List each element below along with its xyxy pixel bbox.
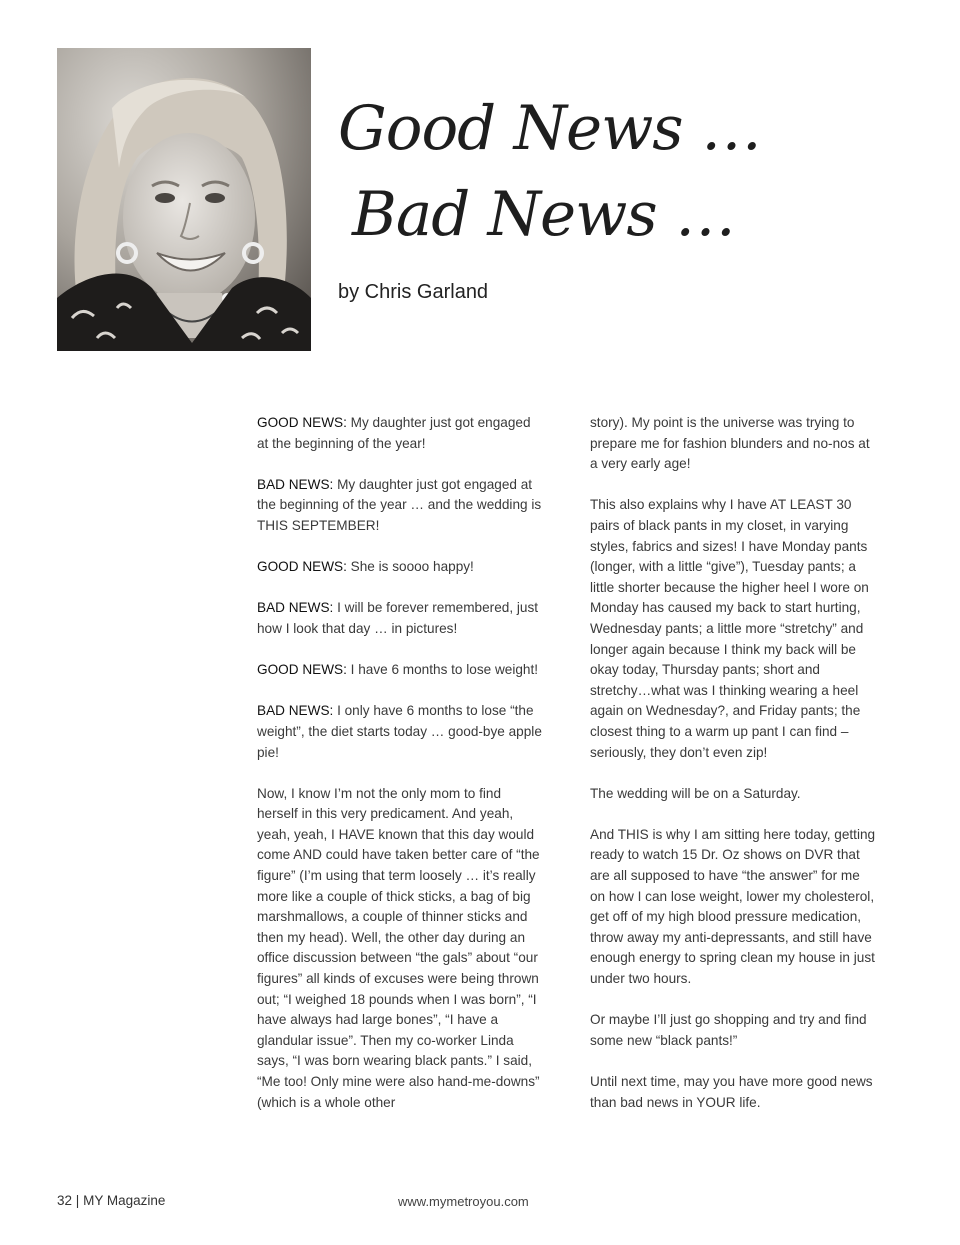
paragraph-lead: GOOD NEWS: xyxy=(257,662,347,678)
article-title xyxy=(338,86,761,258)
article-column-1 xyxy=(257,413,543,1134)
paragraph-lead: BAD NEWS: xyxy=(257,600,334,616)
paragraph xyxy=(257,701,543,763)
paragraph xyxy=(257,413,543,454)
byline: by Chris Garland xyxy=(338,281,489,303)
paragraph-text: I only have 6 months to lose “the weight”, the diet starts today … good-bye apple pie! xyxy=(257,703,542,760)
page-number: 32 xyxy=(57,1193,73,1208)
paragraph-text: My daughter just got engaged at the beginning of the year! xyxy=(257,415,531,451)
paragraph: And THIS is why I am sitting here today, getting ready to watch 15 Dr. Oz shows on DVR that are all supposed to have “the answer” for me on how I can lose weight, lower my cholesterol, get off of my high blood pressure medication, throw away my anti-depressants, and still have enough energy to spring clean my house in just under two hours. xyxy=(590,826,876,987)
paragraph-lead: BAD NEWS: xyxy=(257,476,334,492)
paragraph: Or maybe I’ll just go shopping and try and find some new “black pants!” xyxy=(590,1012,867,1048)
title-line-1: Good News … xyxy=(338,93,761,164)
paragraph xyxy=(257,475,543,537)
paragraph xyxy=(257,557,543,578)
paragraph: This also explains why I have AT LEAST 30 pairs of black pants in my closet, in varying styles, fabrics and sizes! I have Monday pants (longer, with a little “give”), Tuesday pants; a little shorter because the higher heel I wore on Monday has caused my back to start hurting, Wednesday pants; a little more “stretchy” and longer again because I think my back will be okay today, Thursday pants; short and stretchy…what was I thinking wearing a heel again on Wednesday?, and Friday pants; the closest thing to a warm up pant I can find – seriously, they don’t even zip! xyxy=(590,497,869,760)
title-line-2: Bad News … xyxy=(352,179,736,250)
paragraph-text: She is soooo happy! xyxy=(346,559,474,575)
article-column-2 xyxy=(590,413,876,1134)
paragraph: story). My point is the universe was trying to prepare me for fashion blunders and no-nos at a very early age! xyxy=(590,415,870,472)
paragraph-text: My daughter just got engaged at the beginning of the year … and the wedding is THIS SEPTEMBER! xyxy=(257,476,542,533)
paragraph-text: Now, I know I’m not the only mom to find herself in this very predicament. And yeah, yeah, yeah, I HAVE known that this day would come AND could have taken better care of “the figure” (I’m using that term loosely … it’s really more like a couple of thick sticks, a bag of big marshmallows, a couple of thinner sticks and then my head). Well, the other day during an office discussion between “the gals” about “our figures” all kinds of excuses were being thrown out; “I weighed 18 pounds when I was born”, “I have always had large bones”, “I have a glandular issue”. Then my co-worker Linda says, “I was born wearing black pants.” I said, “Me too! Only mine were also hand-me-downs” (which is a whole other xyxy=(257,785,540,1110)
paragraph xyxy=(257,598,543,639)
paragraph-lead: GOOD NEWS: xyxy=(257,559,347,575)
paragraph-lead: BAD NEWS: xyxy=(257,703,334,719)
paragraph: The wedding will be on a Saturday. xyxy=(590,785,801,801)
footer-url: www.mymetroyou.com xyxy=(398,1194,529,1209)
author-photo xyxy=(57,48,311,351)
magazine-name: MY Magazine xyxy=(83,1193,166,1208)
paragraph xyxy=(257,784,543,1114)
footer-folio xyxy=(57,1193,165,1208)
paragraph: Until next time, may you have more good news than bad news in YOUR life. xyxy=(590,1074,873,1110)
paragraph-text: I will be forever remembered, just how I look that day … in pictures! xyxy=(257,600,539,636)
author-portrait-icon xyxy=(57,48,311,351)
paragraph-lead: GOOD NEWS: xyxy=(257,415,347,430)
paragraph-text: I have 6 months to lose weight! xyxy=(346,662,539,678)
footer-separator: | xyxy=(75,1193,80,1208)
paragraph xyxy=(257,660,543,681)
